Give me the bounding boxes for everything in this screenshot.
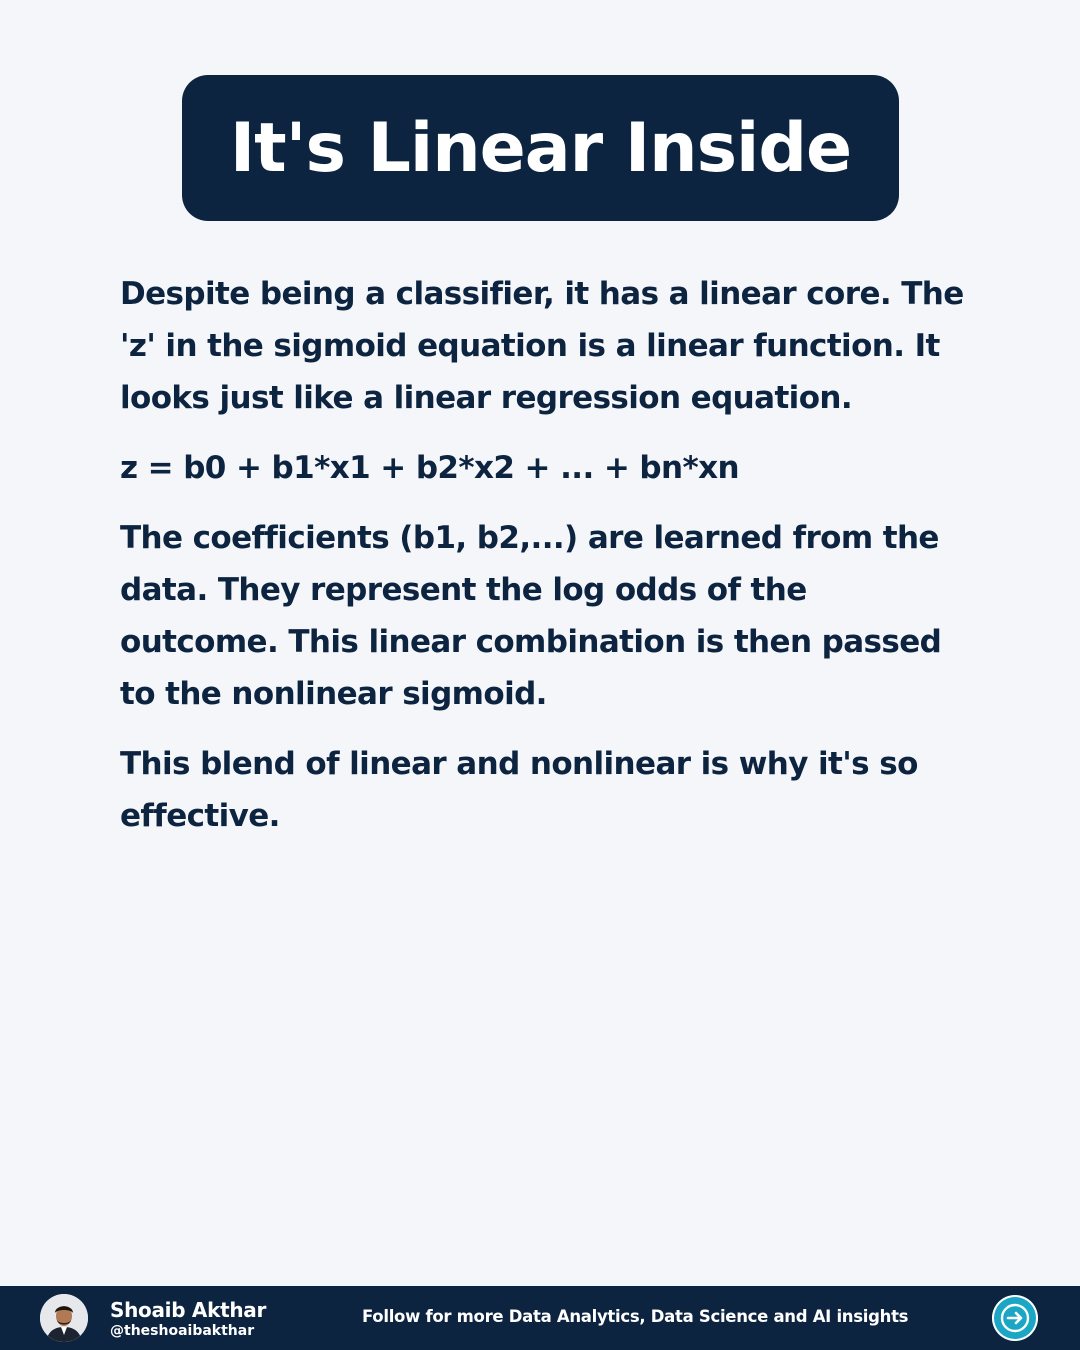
paragraph-conclusion: This blend of linear and nonlinear is why it's so effective. <box>120 746 918 834</box>
body-text <box>120 268 970 860</box>
page-title: It's Linear Inside <box>229 108 852 188</box>
paragraph-intro: Despite being a classifier, it has a linear core. The 'z' in the sigmoid equation is a linear function. It looks just like a linear regression equation. <box>120 276 964 416</box>
follow-cta: Follow for more Data Analytics, Data Science and AI insights <box>362 1307 909 1326</box>
arrow-right-icon <box>1000 1303 1030 1333</box>
avatar-photo-icon <box>40 1294 88 1342</box>
formula-line: z = b0 + b1*x1 + b2*x2 + ... + bn*xn <box>120 450 739 486</box>
author-handle: @theshoaibakthar <box>110 1323 255 1339</box>
author-name: Shoaib Akthar <box>110 1298 267 1322</box>
title-banner <box>182 75 899 221</box>
footer-bar <box>0 1286 1080 1350</box>
next-button[interactable] <box>992 1295 1038 1341</box>
avatar[interactable] <box>40 1294 88 1342</box>
paragraph-coefficients: The coefficients (b1, b2,...) are learned from the data. They represent the log odds of the outcome. This linear combination is then passed to the nonlinear sigmoid. <box>120 520 942 712</box>
